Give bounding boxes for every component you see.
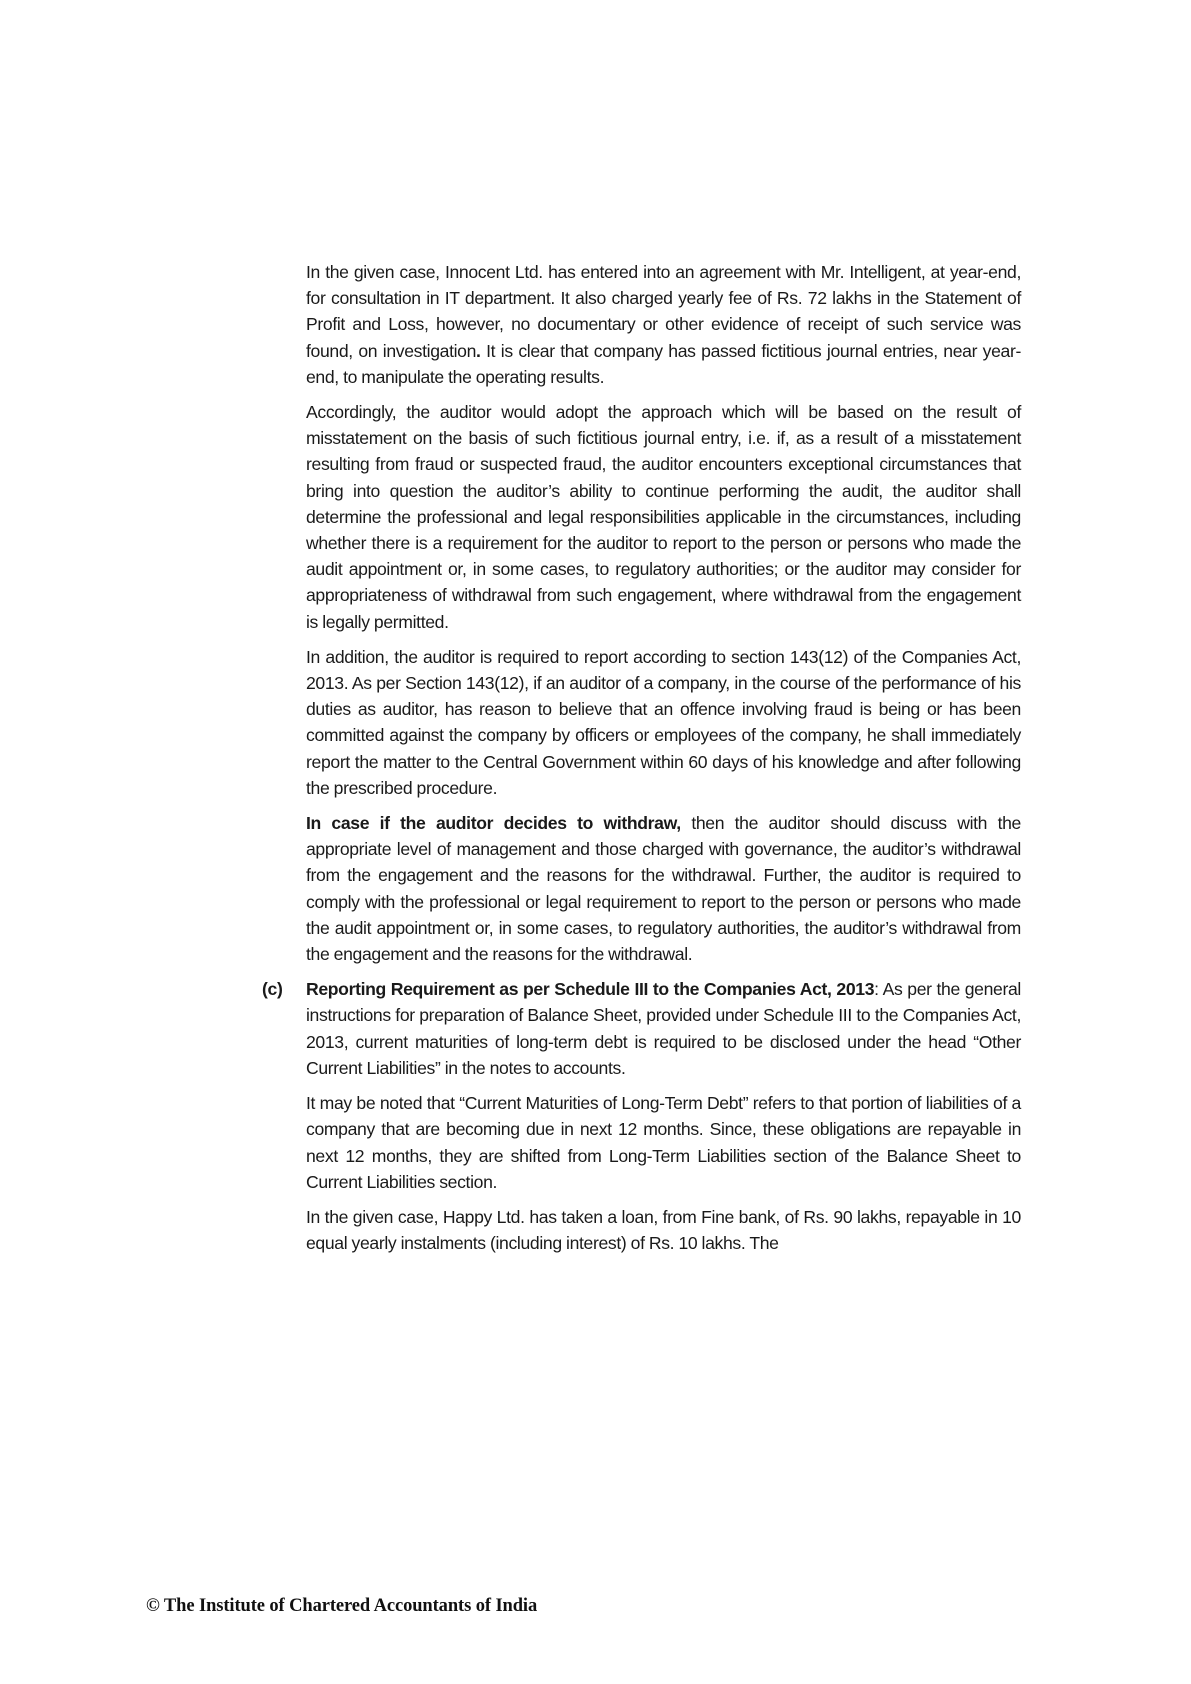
list-item-c [262,976,1021,1081]
bold-period: . [476,340,481,361]
footer-copyright: © The Institute of Chartered Accountants of India [146,1596,538,1616]
paragraph-section-143-12: In addition, the auditor is required to report according to section 143(12) of the Companies Act, 2013. As per Section 143(12), if an auditor of a company, in the course of the performance of his duties as auditor, has reason to believe that an offence involving fraud is being or has been committed against the company by officers or employees of the company, he shall immediately report the matter to the Central Government within 60 days of his knowledge and after following the prescribed procedure. [306,646,1021,798]
paragraph-text: It is clear that company has passed fictitious journal entries, near year-end, to manipulate the operating results. [306,340,1021,387]
bold-lead: In case if the auditor decides to withdraw, [306,813,681,834]
paragraph-current-maturities: It may be noted that “Current Maturities of Long-Term Debt” refers to that portion of liabilities of a company that are becoming due in next 12 months. Since, these obligations are repayable in next 12 months, they are shifted from Long-Term Liabilities section of the Balance Sheet to Current Liabilities section. [306,1093,1021,1192]
item-heading: Reporting Requirement as per Schedule III to the Companies Act, 2013 [306,979,875,1000]
paragraph-happy-ltd-case: In the given case, Happy Ltd. has taken a loan, from Fine bank, of Rs. 90 lakhs, repayable in 10 equal yearly instalments (including interest) of Rs. 10 lakhs. The [306,1206,1021,1254]
item-label: (c) [262,979,283,1000]
paragraph-text: : As per the general instructions for preparation of Balance Sheet, provided under Schedule III to the Companies Act, 2013, current maturities of long-term debt is required to be disclosed under the head “Other Current Liabilities” in the notes to accounts. [306,979,1021,1078]
paragraph-text: then the auditor should discuss with the appropriate level of management and those charged with governance, the auditor’s withdrawal from the engagement and the reasons for the withdrawal. Further, the auditor is required to comply with the professional or legal requirement to report to the person or persons who made the audit appointment or, in some cases, to regulatory authorities, the auditor’s withdrawal from the engagement and the reasons for the withdrawal. [306,813,1021,965]
paragraph-innocent-ltd-case [306,259,1021,390]
page-body [262,259,1021,1265]
paragraph-auditor-approach: Accordingly, the auditor would adopt the approach which will be based on the result of misstatement on the basis of such fictitious journal entry, i.e. if, as a result of a misstatement resulting from fraud or suspected fraud, the auditor encounters exceptional circumstances that bring into question the auditor’s ability to continue performing the audit, the auditor shall determine the professional and legal responsibilities applicable in the circumstances, including whether there is a requirement for the auditor to report to the person or persons who made the audit appointment or, in some cases, to regulatory authorities; or the auditor may consider for appropriateness of withdrawal from such engagement, where withdrawal from the engagement is legally permitted. [306,402,1021,632]
paragraph-withdrawal [306,810,1021,967]
paragraph-text: In the given case, Innocent Ltd. has entered into an agreement with Mr. Intelligent, at year-end, for consultation in IT department. It also charged yearly fee of Rs. 72 lakhs in the Statement of Profit and Loss, however, no documentary or other evidence of receipt of such service was found, on investigation [306,262,1021,361]
